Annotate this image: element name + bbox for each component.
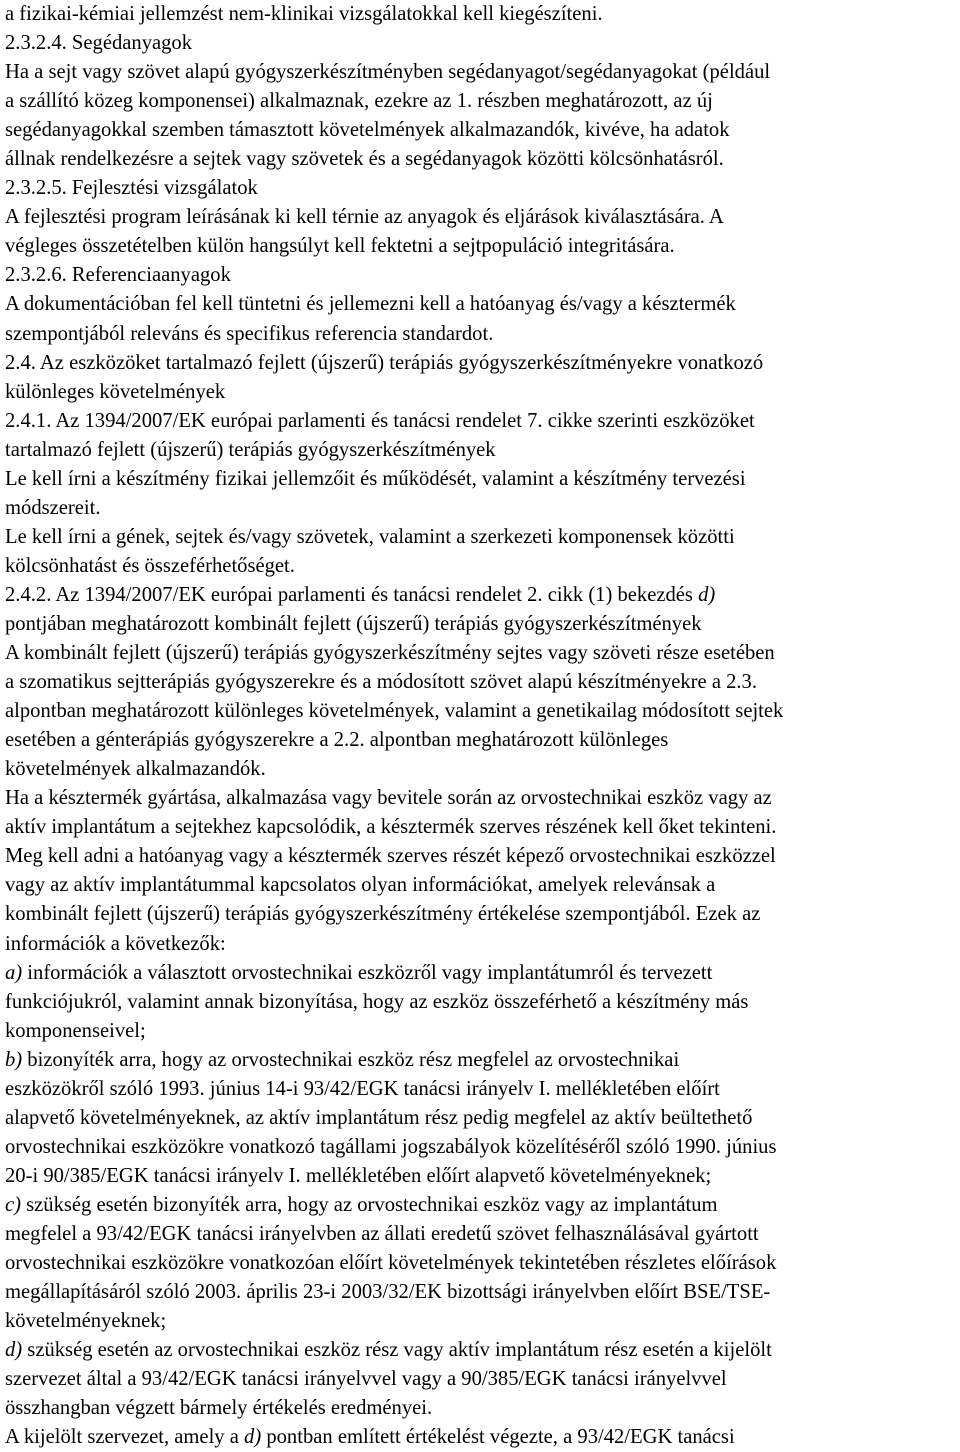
text-line bbox=[5, 842, 957, 871]
text-segment: a szállító közeg komponensei) alkalmaznak, ezekre az 1. részben meghatározott, az új bbox=[5, 90, 713, 113]
text-line bbox=[5, 29, 957, 58]
text-line bbox=[5, 755, 957, 784]
text-segment: követelményeknek; bbox=[5, 1310, 167, 1333]
text-segment: eszközökről szóló 1993. június 14-i 93/42/EGK tanácsi irányelv I. mellékletében előírt bbox=[5, 1077, 720, 1100]
text-line bbox=[5, 697, 957, 726]
text-line bbox=[5, 1307, 957, 1336]
text-segment: esetében a génterápiás gyógyszerekre a 2.2. alpontban meghatározott különleges bbox=[5, 729, 669, 752]
text-segment: a fizikai-kémiai jellemzést nem-klinikai vizsgálatokkal kell kiegészíteni. bbox=[5, 3, 603, 25]
text-segment: A fejlesztési program leírásának ki kell térnie az anyagok és eljárások kiválasztására. A bbox=[5, 206, 724, 229]
text-segment: segédanyagokkal szemben támasztott követelmények alkalmazandók, kivéve, ha adatok bbox=[5, 119, 730, 142]
text-segment: pontban említett értékelést végezte, a 93/42/EGK tanácsi bbox=[261, 1426, 735, 1449]
text-line bbox=[5, 1075, 957, 1104]
text-segment: megfelel a 93/42/EGK tanácsi irányelvben az állati eredetű szövet felhasználásával gyártott bbox=[5, 1222, 759, 1245]
text-line bbox=[5, 1278, 957, 1307]
text-segment: Le kell írni a készítmény fizikai jellemzőit és működését, valamint a készítmény tervezési bbox=[5, 467, 746, 490]
text-line bbox=[5, 116, 957, 145]
text-segment: komponenseivel; bbox=[5, 1019, 146, 1042]
italic-text-segment: d) bbox=[5, 1339, 23, 1362]
text-segment: 2.4.1. Az 1394/2007/EK európai parlamenti és tanácsi rendelet 7. cikke szerinti eszközöket bbox=[5, 409, 755, 432]
text-line bbox=[5, 1394, 957, 1423]
text-line bbox=[5, 465, 957, 494]
text-line bbox=[5, 930, 957, 959]
text-segment: kombinált fejlett (újszerű) terápiás gyógyszerkészítmény értékelése szempontjából. Ezek az bbox=[5, 903, 761, 926]
text-segment: 2.3.2.6. Referenciaanyagok bbox=[5, 264, 231, 287]
text-segment: különleges követelmények bbox=[5, 380, 226, 403]
text-segment: a szomatikus sejtterápiás gyógyszerekre és a módosított szövet alapú készítményekre a 2.3. bbox=[5, 671, 758, 694]
text-segment: kölcsönhatást és összeférhetőséget. bbox=[5, 554, 295, 577]
text-line bbox=[5, 1133, 957, 1162]
text-line bbox=[5, 1191, 957, 1220]
text-line bbox=[5, 900, 957, 929]
text-line bbox=[5, 436, 957, 465]
text-line bbox=[5, 407, 957, 436]
text-segment: végleges összetételben külön hangsúlyt kell fektetni a sejtpopuláció integritására. bbox=[5, 235, 675, 258]
text-segment: funkciójukról, valamint annak bizonyítása, hogy az eszköz összeférhető a készítmény más bbox=[5, 990, 749, 1013]
text-line bbox=[5, 320, 957, 349]
italic-text-segment: d) bbox=[698, 583, 716, 606]
text-segment: orvostechnikai eszközökre vonatkozóan előírt követelmények tekintetében részletes előírások bbox=[5, 1252, 777, 1275]
text-line bbox=[5, 1249, 957, 1278]
text-line bbox=[5, 261, 957, 290]
text-line bbox=[5, 523, 957, 552]
text-line bbox=[5, 581, 957, 610]
text-segment: követelmények alkalmazandók. bbox=[5, 758, 266, 781]
text-line bbox=[5, 145, 957, 174]
text-line bbox=[5, 552, 957, 581]
text-line bbox=[5, 1220, 957, 1249]
text-segment: alapvető követelményeknek, az aktív implantátum rész pedig megfelel az aktív beültethető bbox=[5, 1106, 753, 1129]
text-segment: A kombinált fejlett (újszerű) terápiás gyógyszerkészítmény sejtes vagy szöveti része esetében bbox=[5, 642, 775, 665]
text-line bbox=[5, 988, 957, 1017]
text-segment: szükség esetén az orvostechnikai eszköz rész vagy aktív implantátum rész esetén a kijelölt bbox=[22, 1339, 772, 1362]
text-line bbox=[5, 349, 957, 378]
text-line bbox=[5, 1017, 957, 1046]
text-segment: orvostechnikai eszközökre vonatkozó tagállami jogszabályok közelítéséről szóló 1990. június bbox=[5, 1135, 777, 1158]
text-segment: Ha a sejt vagy szövet alapú gyógyszerkészítményben segédanyagot/segédanyagokat (például bbox=[5, 61, 771, 84]
text-segment: pontjában meghatározott kombinált fejlett (újszerű) terápiás gyógyszerkészítmények bbox=[5, 612, 702, 635]
text-line bbox=[5, 784, 957, 813]
text-segment: információk a választott orvostechnikai eszközről vagy implantátumról és tervezett bbox=[22, 961, 713, 984]
text-segment: 2.3.2.5. Fejlesztési vizsgálatok bbox=[5, 177, 258, 200]
text-segment: szervezet által a 93/42/EGK tanácsi irányelvvel vagy a 90/385/EGK tanácsi irányelvvel bbox=[5, 1368, 727, 1391]
text-line bbox=[5, 813, 957, 842]
text-segment: tartalmazó fejlett (újszerű) terápiás gyógyszerkészítmények bbox=[5, 438, 496, 461]
text-line bbox=[5, 1365, 957, 1394]
text-segment: alpontban meghatározott különleges követelmények, valamint a genetikailag módosított sejtek bbox=[5, 700, 784, 723]
text-line bbox=[5, 87, 957, 116]
text-segment: aktív implantátum a sejtekhez kapcsolódik, a késztermék szerves részének kell őket tekinteni. bbox=[5, 816, 777, 839]
text-line bbox=[5, 494, 957, 523]
text-segment: 2.4. Az eszközöket tartalmazó fejlett (újszerű) terápiás gyógyszerkészítményekre vonatkozó bbox=[5, 351, 764, 374]
text-line bbox=[5, 726, 957, 755]
text-line bbox=[5, 1162, 957, 1191]
text-segment: bizonyíték arra, hogy az orvostechnikai eszköz rész megfelel az orvostechnikai bbox=[22, 1048, 680, 1071]
italic-text-segment: c) bbox=[5, 1193, 21, 1216]
text-segment: 2.3.2.4. Segédanyagok bbox=[5, 32, 193, 55]
text-line bbox=[5, 1423, 957, 1452]
text-line bbox=[5, 610, 957, 639]
text-segment: A kijelölt szervezet, amely a bbox=[5, 1426, 245, 1449]
text-segment: módszereit. bbox=[5, 496, 101, 519]
text-segment: összhangban végzett bármely értékelés eredményei. bbox=[5, 1397, 433, 1420]
text-line bbox=[5, 639, 957, 668]
text-segment: megállapításáról szóló 2003. április 23-i 2003/32/EK bizottsági irányelvben előírt BSE/TSE- bbox=[5, 1281, 771, 1304]
text-segment: 2.4.2. Az 1394/2007/EK európai parlamenti és tanácsi rendelet 2. cikk (1) bekezdés bbox=[5, 583, 699, 606]
text-segment: A dokumentációban fel kell tüntetni és jellemezni kell a hatóanyag és/vagy a késztermék bbox=[5, 293, 736, 316]
text-segment: szükség esetén bizonyíték arra, hogy az orvostechnikai eszköz vagy az implantátum bbox=[21, 1193, 718, 1216]
text-line bbox=[5, 871, 957, 900]
document-body bbox=[5, 0, 957, 1452]
italic-text-segment: d) bbox=[244, 1426, 262, 1449]
text-line bbox=[5, 0, 957, 29]
text-line bbox=[5, 1104, 957, 1133]
text-segment: állnak rendelkezésre a sejtek vagy szövetek és a segédanyagok közötti kölcsönhatásról. bbox=[5, 148, 724, 171]
text-line bbox=[5, 58, 957, 87]
text-line bbox=[5, 232, 957, 261]
text-segment: szempontjából releváns és specifikus referencia standardot. bbox=[5, 322, 494, 345]
text-segment: Le kell írni a gének, sejtek és/vagy szövetek, valamint a szerkezeti komponensek közötti bbox=[5, 525, 735, 548]
text-line bbox=[5, 668, 957, 697]
italic-text-segment: b) bbox=[5, 1048, 23, 1071]
text-line bbox=[5, 203, 957, 232]
text-line bbox=[5, 174, 957, 203]
text-line bbox=[5, 1336, 957, 1365]
text-line bbox=[5, 959, 957, 988]
text-line bbox=[5, 378, 957, 407]
text-segment: 20-i 90/385/EGK tanácsi irányelv I. mellékletében előírt alapvető követelményeknek; bbox=[5, 1164, 712, 1187]
text-line bbox=[5, 1046, 957, 1075]
text-segment: Ha a késztermék gyártása, alkalmazása vagy bevitele során az orvostechnikai eszköz vagy az bbox=[5, 787, 772, 810]
italic-text-segment: a) bbox=[5, 961, 23, 984]
text-segment: vagy az aktív implantátummal kapcsolatos olyan információkat, amelyek relevánsak a bbox=[5, 874, 716, 897]
text-segment: információk a következők: bbox=[5, 932, 226, 955]
text-segment: Meg kell adni a hatóanyag vagy a késztermék szerves részét képező orvostechnikai eszközzel bbox=[5, 845, 776, 868]
text-line bbox=[5, 290, 957, 319]
